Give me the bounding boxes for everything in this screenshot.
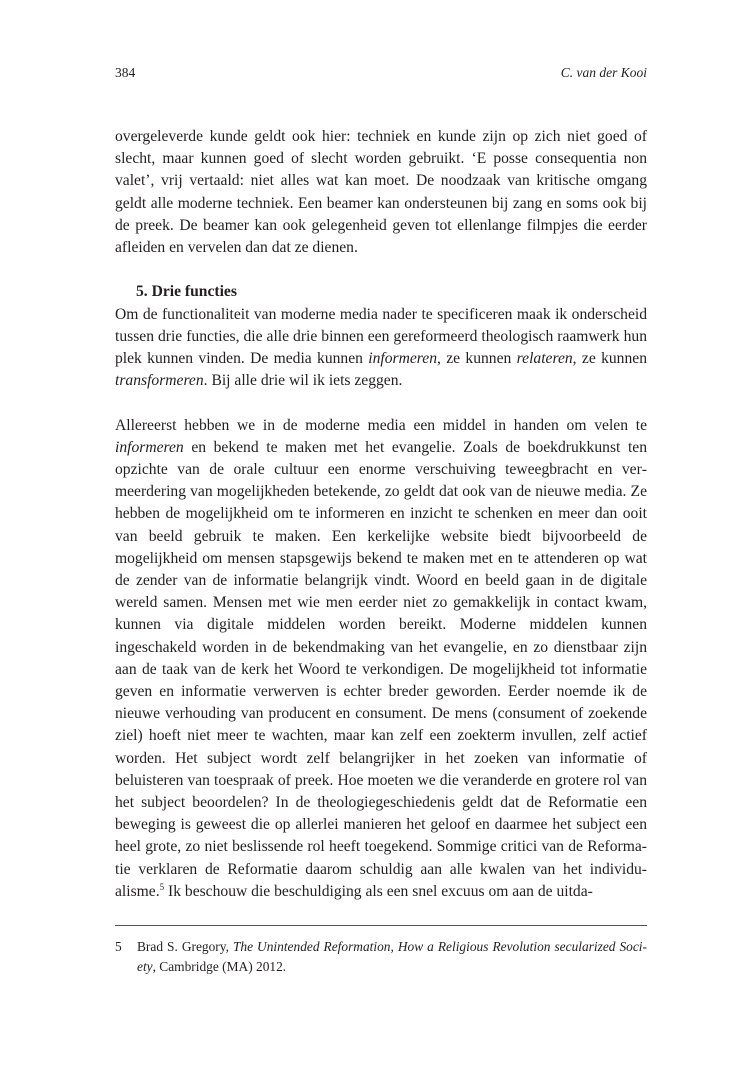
page-number: 384	[115, 65, 136, 80]
section-intro-paragraph	[115, 304, 647, 393]
text-run: Om de functionaliteit van moderne media nader te specificeren maak ik onderscheid tussen drie functies, die alle drie binnen een gereformeerd theologisch raamwerk hun plek kunnen vinden. De media kunnen	[115, 305, 647, 368]
emphasis-informeren: informeren	[368, 350, 437, 368]
text-run: . Bij alle drie wil ik iets zeggen.	[203, 372, 403, 390]
paragraph-1: overgeleverde kunde geldt ook hier: techniek en kunde zijn op zich niet goed of slecht, maar kunnen goed of slecht worden gebruikt. ‘E posse consequentia non valet’, vrij vertaald: niet alles wat kan moet. De noodzaak van kritische omgang geldt alle moderne techniek. Een beamer kan ondersteunen bij zang en soms ook bij de preek. De beamer kan ook gelegenheid geven tot ellenlange filmpjes die eerder afleiden en vervelen dan dat ze dienen.	[115, 128, 647, 257]
emphasis-informeren: informeren	[115, 438, 184, 456]
paragraph-gap	[115, 392, 647, 414]
footnote-author: Brad S. Gregory,	[137, 939, 233, 954]
footnote-text	[137, 937, 647, 976]
footnote-publication: , Cambridge (MA) 2012.	[152, 958, 287, 974]
footnote	[115, 937, 647, 976]
paragraph-gap	[115, 259, 647, 281]
section-heading: 5. Drie functies	[136, 283, 237, 301]
footnote-divider	[115, 925, 647, 926]
text-run: Allereerst hebben we in de moderne media een middel in handen om velen te	[115, 416, 647, 434]
text-run: , ze kunnen	[437, 350, 517, 368]
footnote-title: The Unintended Reformation, How a Religious Revolution secularized Society	[137, 939, 647, 974]
emphasis-transformeren: transformeren	[115, 372, 204, 390]
text-run: en bekend te maken met het evangelie. Zoals de boekdrukkunst ten opzichte van de orale cultuur een enorme verschuiving teweegbracht en vermeerdering van mogelijkheden betekende, zo geldt dat ook van de nieuwe media. Ze hebben de mogelijkheid om te informeren en inzicht te schenken en meer dan ooit van beeld gebruik te maken. Een kerkelijke website biedt bijvoorbeeld de mogelijkheid om mensen stapsgewijs bekend te maken met en te attenderen op wat de zender van de informatie belangrijk vindt. Woord en beeld gaan in de digitale wereld samen. Mensen met wie men eerder niet zo gemakkelijk in contact kwam, kunnen via digitale middelen worden bereikt. Moderne middelen kunnen ingeschakeld worden in de bekendmaking van het evangelie, en zo dienstbaar zijn aan de taak van de kerk het Woord te verkondigen. De mogelijkheid tot informatie geven en informatie verwerven is echter breder geworden. Eerder noemde ik de nieuwe verhouding van producent en consument. De mens (consument of zoekende ziel) hoeft niet meer te wachten, maar kan zelf een zoekterm invullen, zelf actief worden. Het subject wordt zelf belangrijker in het zoeken van informatie of beluisteren van toespraak of preek. Hoe moeten we die veranderde en grotere rol van het subject beoordelen? In de theologiegeschiedenis geldt dat de Reformatie een beweging is geweest die op allerlei manieren het geloof en daarmee het subject een heel grote, zo niet beslissende rol heeft toegekend. Sommige critici van de Reformatie verklaren de Reformatie daarom schuldig aan alle kwalen van het individualisme.	[115, 438, 647, 900]
page-header	[115, 64, 647, 82]
emphasis-relateren: relateren	[516, 350, 573, 368]
text-run: Ik beschouw die beschuldiging als een snel excuus om aan de uitda-	[164, 882, 593, 900]
paragraph-3	[115, 415, 647, 903]
footnote-reference[interactable]: 5	[159, 881, 165, 892]
text-run: , ze kunnen	[572, 350, 647, 368]
main-text	[115, 126, 647, 903]
footnote-number: 5	[115, 939, 122, 954]
running-header-author: C. van der Kooi	[560, 65, 647, 80]
